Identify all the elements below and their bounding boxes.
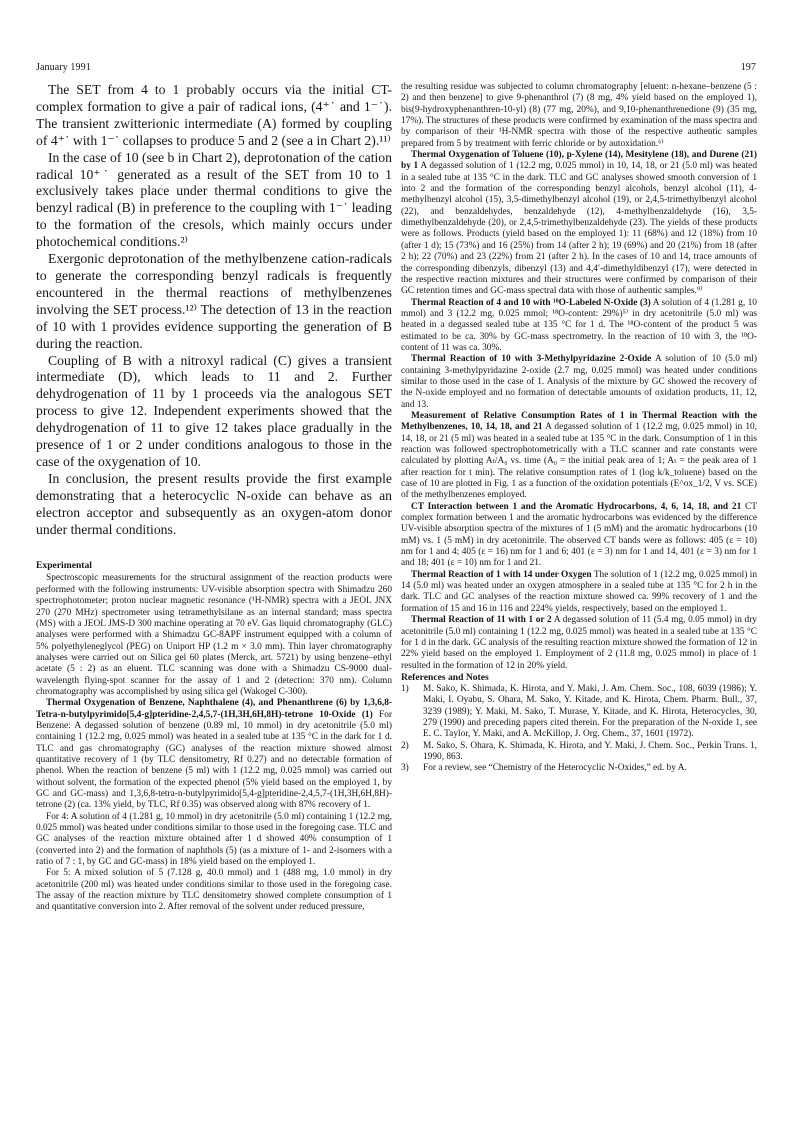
experimental-heading: Experimental bbox=[36, 560, 92, 572]
subsection-text: CT complex formation between 1 and the aromatic hydrocarbons was evidenced by the difference UV-visible absorption spectra of the mixtures of 1 (5 mM) and the aromatic hydrocarbons (10 mM) vs. 1 (5 mM) in dry acetonitrile. The observed CT bands were as follows: 405 (ε = 10) nm for 1 and 4; 405 (ε = 16) nm for 1 and 6; 401 (ε = 3) nm for 1 and 14, 401 (ε = 3) nm for 1 and 18; 401 (ε = 10) nm for 1 and 21. bbox=[401, 501, 757, 569]
running-header bbox=[36, 62, 757, 78]
subsection-heading: Measurement of Relative Consumption Rates of 1 in Thermal Reaction with the Methylbenzenes, 10, 14, 18, and 21 bbox=[401, 410, 757, 433]
paragraph-for-5: For 5: A mixed solution of 5 (7.128 g, 40.0 mmol) and 1 (488 mg, 1.0 mmol) in dry acetonitrile (200 ml) was heated under conditions similar to those used in the foregoing case. The assay of the reaction mixture by TLC densitometry showed complete consumption of 1 and quantitative conversion into 2. After removal of the solvent under reduced pressure, bbox=[36, 868, 392, 913]
body-paragraph: In the case of 10 (see b in Chart 2), deprotonation of the cation radical 10⁺˙ generated as a result of the SET from 10 to 1 exclusively takes place under thermal conditions to give the benzyl radical (B) in preference to the coupling with 1⁻˙ leading to the formation of the cresols, which mainly occurs under photochemical conditions.²⁾ bbox=[36, 149, 392, 250]
paragraph-labeled-oxide bbox=[401, 298, 757, 355]
subsection-text: A degassed solution of 1 (12.2 mg, 0.025 mmol) in 10, 14, 18, or 21 (5 ml) was heated in a sealed tube at 135 °C in the dark. Consumption of 1 in this reaction was followed spectrophotometrically with a TLC scanner and rate constants were calculated by plotting Aₜ/A₀ vs. time (A₀ = the initial peak area of 1; Aₜ = the peak area of 1 after reaction for t min). The relative consumption rates of 1 (log k/k_toluene) based on the case of 10 are plotted in Fig. 1 as a function of the oxidation potentials (E^ox_1/2, V vs. SCE) of the methylbenzenes employed. bbox=[401, 422, 757, 501]
reference-number: 3) bbox=[401, 763, 409, 774]
paragraph-oxygen bbox=[401, 570, 757, 615]
reference-item bbox=[401, 741, 757, 764]
subsection-text: The solution of 1 (12.2 mg, 0.025 mmol) in 14 (5.0 ml) was heated under an oxygen atmosphere in a sealed tube at 135 °C for 2 h in the dark. TLC and GC analyses of the reaction mixture showed ca. 99% recovery of 1 and the formation of 15 and 16 in 116 and 224% yields, respectively, based on the employed 1. bbox=[401, 569, 757, 614]
references-list bbox=[401, 684, 757, 775]
reference-text: M. Sako, S. Ohara, K. Shimada, K. Hirota, and Y. Maki, J. Chem. Soc., Perkin Trans. 1, 1990, 863. bbox=[423, 740, 757, 762]
right-column bbox=[401, 82, 757, 775]
paragraph-reaction-11 bbox=[401, 615, 757, 672]
subsection-heading: Thermal Reaction of 11 with 1 or 2 bbox=[411, 615, 552, 626]
subsection-heading: Thermal Reaction of 4 and 10 with ¹⁸O-Labeled N-Oxide (3) bbox=[411, 297, 651, 308]
paragraph-thermal-benzene bbox=[36, 698, 392, 811]
reference-number: 1) bbox=[401, 683, 409, 694]
experimental-intro: Spectroscopic measurements for the structural assignment of the reaction products were performed with the following instruments: UV-visible absorption spectra with Shimadzu 260 spectrophotometer; proton nuclear magnetic resonance (¹H-NMR) spectra with a JEOL JNX 270 (270 MHz) spectrometer using tetramethylsilane as an internal standard; mass spectra (MS) with a JEOL JMS-D 300 machine operating at 70 eV. Gas liquid chromatography (GLC) analyses were performed with a Shimadzu GC-8APF instrument equipped with a column of 5% polyethyleneglycol (PEG) on Uniport HP (1.2 m × 3.0 mm). Thin layer chromatography analyses were carried out on Silica gel 60 plates (Merck, art. 5721) by using benzene–ethyl acetate (5 : 2) as an eluent. TLC scanning was done with a Shimadzu CS-9000 dual-wavelength flying-spot scanner for the assay of 1 and 2 (detection: 370 nm). Column chromatography was accomplished by using silica gel (Wakogel C-300). bbox=[36, 573, 392, 697]
body-paragraph: The SET from 4 to 1 probably occurs via the initial CT-complex formation to give a pair of radical ions, (4⁺˙ and 1⁻˙). The transient zwitterionic intermediate (A) formed by coupling of 4⁺˙ with 1⁻˙ collapses to produce 5 and 2 (see a in Chart 2).¹¹⁾ bbox=[36, 82, 392, 148]
reference-text: For a review, see “Chemistry of the Heterocyclic N-Oxides,” ed. by A. bbox=[423, 763, 687, 774]
subsection-text: A solution of 4 (1.281 g, 10 mmol) and 3 (12.2 mg, 0.025 mmol; ¹⁸O-content: 29%)⁵⁾ in dry acetonitrile (5.0 ml) was heated in a degassed sealed tube at 135 °C for 1 d. The ¹⁸O-content of the product 5 was estimated to be ca. 30% by GC-mass spectrometry. In the reaction of 10 with 3, the ¹⁸O-content of 11 was ca. 30%. bbox=[401, 297, 757, 353]
body-paragraph: Exergonic deprotonation of the methylbenzene cation-radicals to generate the corresponding benzyl radicals is frequently encountered in the thermal reactions of methylbenzenes involving the SET process.¹²⁾ The detection of 13 in the reaction of 10 with 1 provides evidence supporting the generation of B during the reaction. bbox=[36, 251, 392, 351]
subsection-text: For Benzene: A degassed solution of benzene (0.89 ml, 10 mmol) in dry acetonitrile (5.0 ml) containing 1 (12.2 mg, 0.025 mmol) was heated in a sealed tube at 135 °C in the dark for 1 d. TLC and gas chromatography (GC) analyses of the reaction mixture showed almost quantitative recovery of 1 (by TLC densitometry, Rf 0.27) and no detectable formation of phenol. When the reaction of benzene (5 ml) with 1 (12.2 mg, 0.025 mmol) was carried out without solvent, the formation of the expected phenol (5% yield based on the employed 1, by GC and GC-mass) and 1,3,6,8-tetra-n-butylpyrimido[5,4-g]pteridine-2,4,5,7-(1H,3H,6H,8H)-tetrone (2) (ca. 13% yield, by TLC, Rf 0.35) was observed along with 87% recovery of 1. bbox=[36, 709, 392, 811]
paragraph-ct-interaction bbox=[401, 502, 757, 570]
reference-number: 2) bbox=[401, 740, 409, 751]
subsection-heading: Thermal Oxygenation of Benzene, Naphthalene (4), and Phenanthrene (6) by 1,3,6,8-Tetra-n-butylpyrimido[5,4-g]pteridine-2,4,5,7-(1H,3H,6H,8H)-tetrone 10-Oxide (1) bbox=[36, 698, 392, 720]
references-heading: References and Notes bbox=[401, 671, 489, 683]
subsection-heading: Thermal Reaction of 10 with 3-Methylpyridazine 2-Oxide bbox=[411, 354, 652, 365]
experimental-continued bbox=[401, 82, 757, 672]
paragraph-consumption-rates bbox=[401, 411, 757, 502]
paragraph-for-4: For 4: A solution of 4 (1.281 g, 10 mmol) in dry acetonitrile (5.0 ml) containing 1 (12.2 mg, 0.025 mmol) was heated under conditions similar to those used in the foregoing case. TLC and GC analyses of the reaction mixture obtained after 1 d showed 40% consumption of 1 (converted into 2) and the formation of naphthols (5) (as a mixture of 1- and 2-isomers with a ratio of 7 : 1, by GC and GC-mass) in 18% yield based on the employed 1. bbox=[36, 811, 392, 868]
body-paragraph: Coupling of B with a nitroxyl radical (C) gives a transient intermediate (D), which leads to 11 and 2. Further dehydrogenation of 11 by 1 proceeds via the analogous SET process to give 12. Independent experiments showed that the dehydrogenation of 11 to give 12 takes place gradually in the presence of 1 or 2 under conditions analogous to those in the case of the oxygenation of 10. bbox=[36, 352, 392, 469]
page-number: 197 bbox=[740, 62, 756, 73]
subsection-heading: Thermal Reaction of 1 with 14 under Oxygen bbox=[411, 569, 592, 580]
reference-item bbox=[401, 684, 757, 741]
discussion-text bbox=[36, 82, 392, 538]
subsection-heading: CT Interaction between 1 and the Aromatic Hydrocarbons, 4, 6, 14, 18, and 21 bbox=[411, 501, 742, 512]
body-paragraph: In conclusion, the present results provide the first example demonstrating that a heterocyclic N-oxide can behave as an electron acceptor and subsequently as an oxygen-atom donor under thermal conditions. bbox=[36, 470, 392, 537]
left-column bbox=[36, 82, 392, 914]
subsection-text: A solution of 10 (5.0 ml) containing 3-methylpyridazine 2-oxide (2.7 mg, 0.025 mmol) was heated under conditions similar to those used in the case of 1. Analysis of the mixture by GC showed the recovery of the N-oxide employed and no formation of detectable amounts of oxidation products, 11, 12, and 13. bbox=[401, 354, 757, 410]
continuation-paragraph: the resulting residue was subjected to column chromatography [eluent: n-hexane–benzene (5 : 2) and then benzene] to give 9-phenanthrol (7) (8 mg, 4% yield based on the employed 1), bis(9-hydroxyphenanthren-10-yl) (8) (77 mg, 20%), and 9,10-phenanthrenedione (9) (35 mg, 17%). The structures of these products were confirmed by examination of the mass spectra and by comparison of their ¹H-NMR spectra with those of the respective authentic samples prepared from 5 by treatment with ferric chloride or by autoxidation.⁶⁾ bbox=[401, 82, 757, 149]
subsection-text: A degassed solution of 11 (5.4 mg, 0.05 mmol) in dry acetonitrile (5.0 ml) containing 1 (12.2 mg, 0.025 mmol) was heated in a sealed tube at 135 °C for 1 d in the dark. GC analysis of the resulting reaction mixture showed the formation of 12 in 22% yield based on the employed 1. Employment of 2 (11.8 mg, 0.025 mmol) in place of 1 resulted in the formation of 12 in 20% yield. bbox=[401, 615, 757, 671]
subsection-text: A degassed solution of 1 (12.2 mg, 0.025 mmol) in 10, 14, 18, or 21 (5.0 ml) was heated in a sealed tube at 135 °C in the dark. TLC and GC analyses showed smooth conversion of 1 into 2 and the formation of the corresponding benzyl alcohols, benzyl alcohol (11), 4-methylbenzyl alcohol (15), 3,5-dimethylbenzyl alcohol (19), or 2,4,5-trimethylbenzyl alcohol (22), and benzaldehydes, benzaldehyde (12), 4-methylbenzaldehyde (16), 3,5-dimethylbenzaldehyde (20), or 2,4,5-trimethylbenzaldehyde (23). The yields of these products were as follows. Products (yield based on the employed 1): 11 (68%) and 12 (18%) from 10 (after 1 d); 15 (73%) and 16 (25%) from 14 (after 2 h); 19 (69%) and 20 (21%) from 18 (after 2 h); 22 (70%) and 23 (22%) from 21 (after 2 h). In the cases of 10 and 14, trace amounts of the corresponding dibenzyls, dibenzyl (13) and 4,4′-dimethyldibenzyl (17), were detected in the respective reaction mixtures and their structures were confirmed by comparison of their GC retention times and GC-mass spectral data with those of authentic samples.⁹⁾ bbox=[401, 161, 757, 297]
reference-item bbox=[401, 763, 757, 774]
paragraph-toluene bbox=[401, 150, 757, 297]
reference-text: M. Sako, K. Shimada, K. Hirota, and Y. Maki, J. Am. Chem. Soc., 108, 6039 (1986); Y. Maki, I. Oyabu, S. Ohara, M. Sako, Y. Kitade, and K. Hirota, Chem. Pharm. Bull., 37, 3239 (1989); Y. Maki, M. Sako, T. Murase, Y. Kitade, and K. Hirota, Heterocycles, 30, 279 (1990) and preceding papers cited therein. For the preparation of the N-oxide 1, see E. C. Taylor, Y. Maki, and A. McKillop, J. Org. Chem., 37, 1601 (1972). bbox=[423, 683, 757, 740]
header-date: January 1991 bbox=[36, 62, 91, 73]
subsection-heading: Thermal Oxygenation of Toluene (10), p-Xylene (14), Mesitylene (18), and Durene (21) by 1 bbox=[401, 150, 757, 172]
paragraph-pyridazine bbox=[401, 354, 757, 411]
experimental-section bbox=[36, 573, 392, 913]
